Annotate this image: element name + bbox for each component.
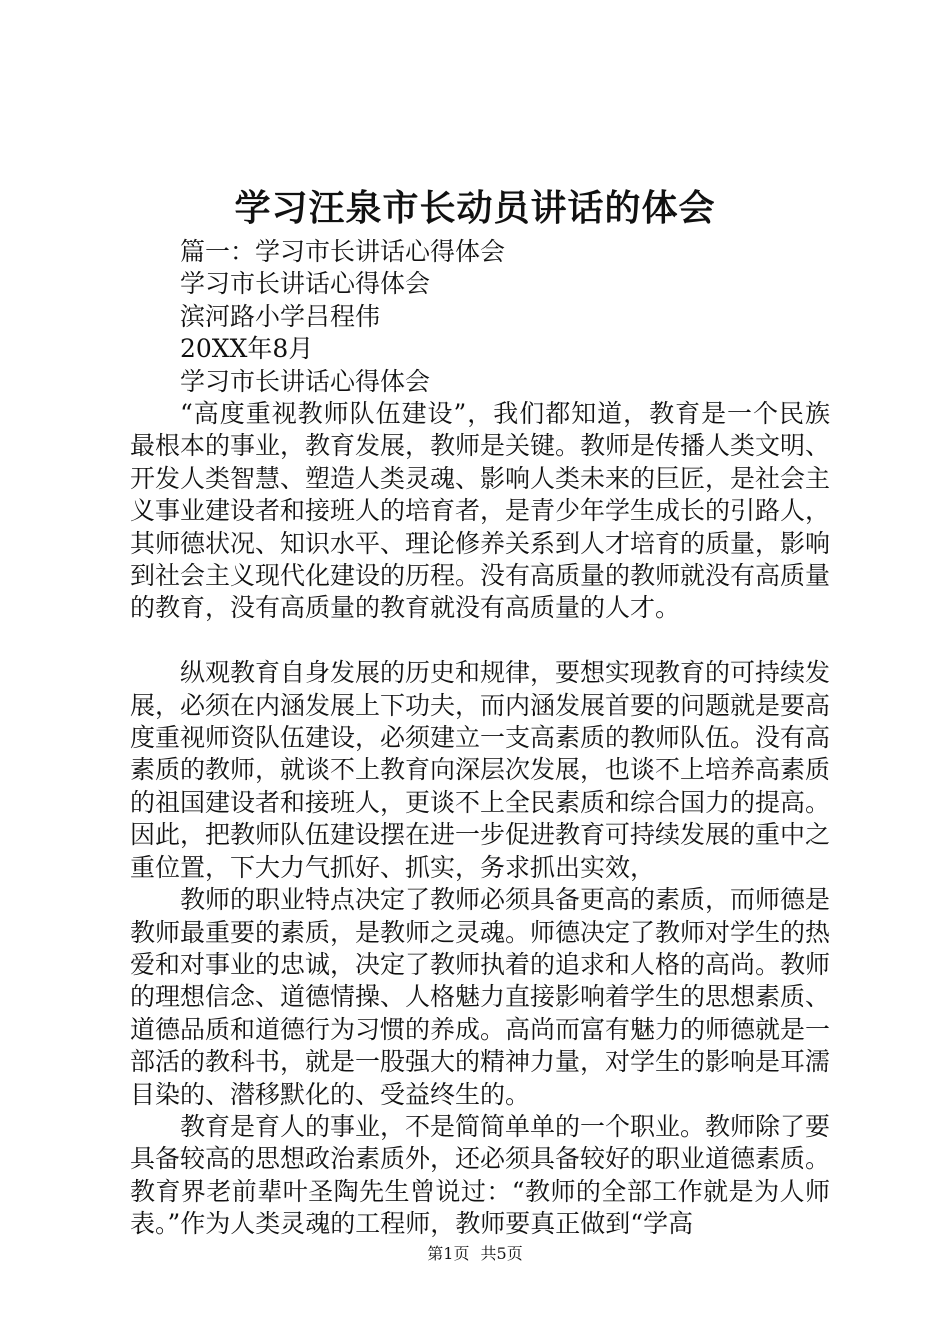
subtitle-line: 学习市长讲话心得体会 — [180, 269, 431, 299]
page-number-footer: 第1页 共5页 — [427, 1244, 523, 1263]
date-line: 20XX年8月 — [180, 334, 314, 364]
paragraph-gap — [130, 625, 830, 657]
subtitle-line: 学习市长讲话心得体会 — [180, 366, 431, 396]
author-line: 滨河路小学吕程伟 — [180, 301, 381, 331]
document-body — [130, 236, 830, 1241]
body-paragraph: 教育是育人的事业，不是简简单单的一个职业。教师除了要具备较高的思想政治素质外，还必须具备较好的职业道德素质。教育界老前辈叶圣陶先生曾说过：“教师的全部工作就是为人师表。”作为人类灵魂的工程师，教师要真正做到“学高 — [130, 1111, 831, 1239]
body-paragraph: “高度重视教师队伍建设”，我们都知道，教育是一个民族最根本的事业，教育发展，教师是关键。教师是传播人类文明、开发人类智慧、塑造人类灵魂、影响人类未来的巨匠，是社会主义事业建设者和接班人的培育者，是青少年学生成长的引路人，其师德状况、知识水平、理论修养关系到人才培育的质量，影响到社会主义现代化建设的历程。没有高质量的教师就没有高质量的教育，没有高质量的教育就没有高质量的人才。 — [130, 399, 831, 623]
subtitle-line: 篇一：学习市长讲话心得体会 — [180, 237, 506, 266]
body-paragraph: 纵观教育自身发展的历史和规律，要想实现教育的可持续发展，必须在内涵发展上下功夫，而内涵发展首要的问题就是要高度重视师资队伍建设，必须建立一支高素质的教师队伍。没有高素质的教师，就谈不上教育向深层次发展，也谈不上培养高素质的祖国建设者和接班人，更谈不上全民素质和综合国力的提高。因此，把教师队伍建设摆在进一步促进教育可持续发展的重中之重位置，下大力气抓好、抓实，务求抓出实效， — [130, 658, 831, 882]
body-paragraph: 教师的职业特点决定了教师必须具备更高的素质，而师德是教师最重要的素质，是教师之灵魂。师德决定了教师对学生的热爱和对事业的忠诚，决定了教师执着的追求和人格的高尚。教师的理想信念、道德情操、人格魅力直接影响着学生的思想素质、道德品质和道德行为习惯的养成。高尚而富有魅力的师德就是一部活的教科书，就是一股强大的精神力量，对学生的影响是耳濡目染的、潜移默化的、受益终生的。 — [130, 885, 831, 1109]
document-title: 学习汪泉市长动员讲话的体会 — [234, 187, 716, 229]
